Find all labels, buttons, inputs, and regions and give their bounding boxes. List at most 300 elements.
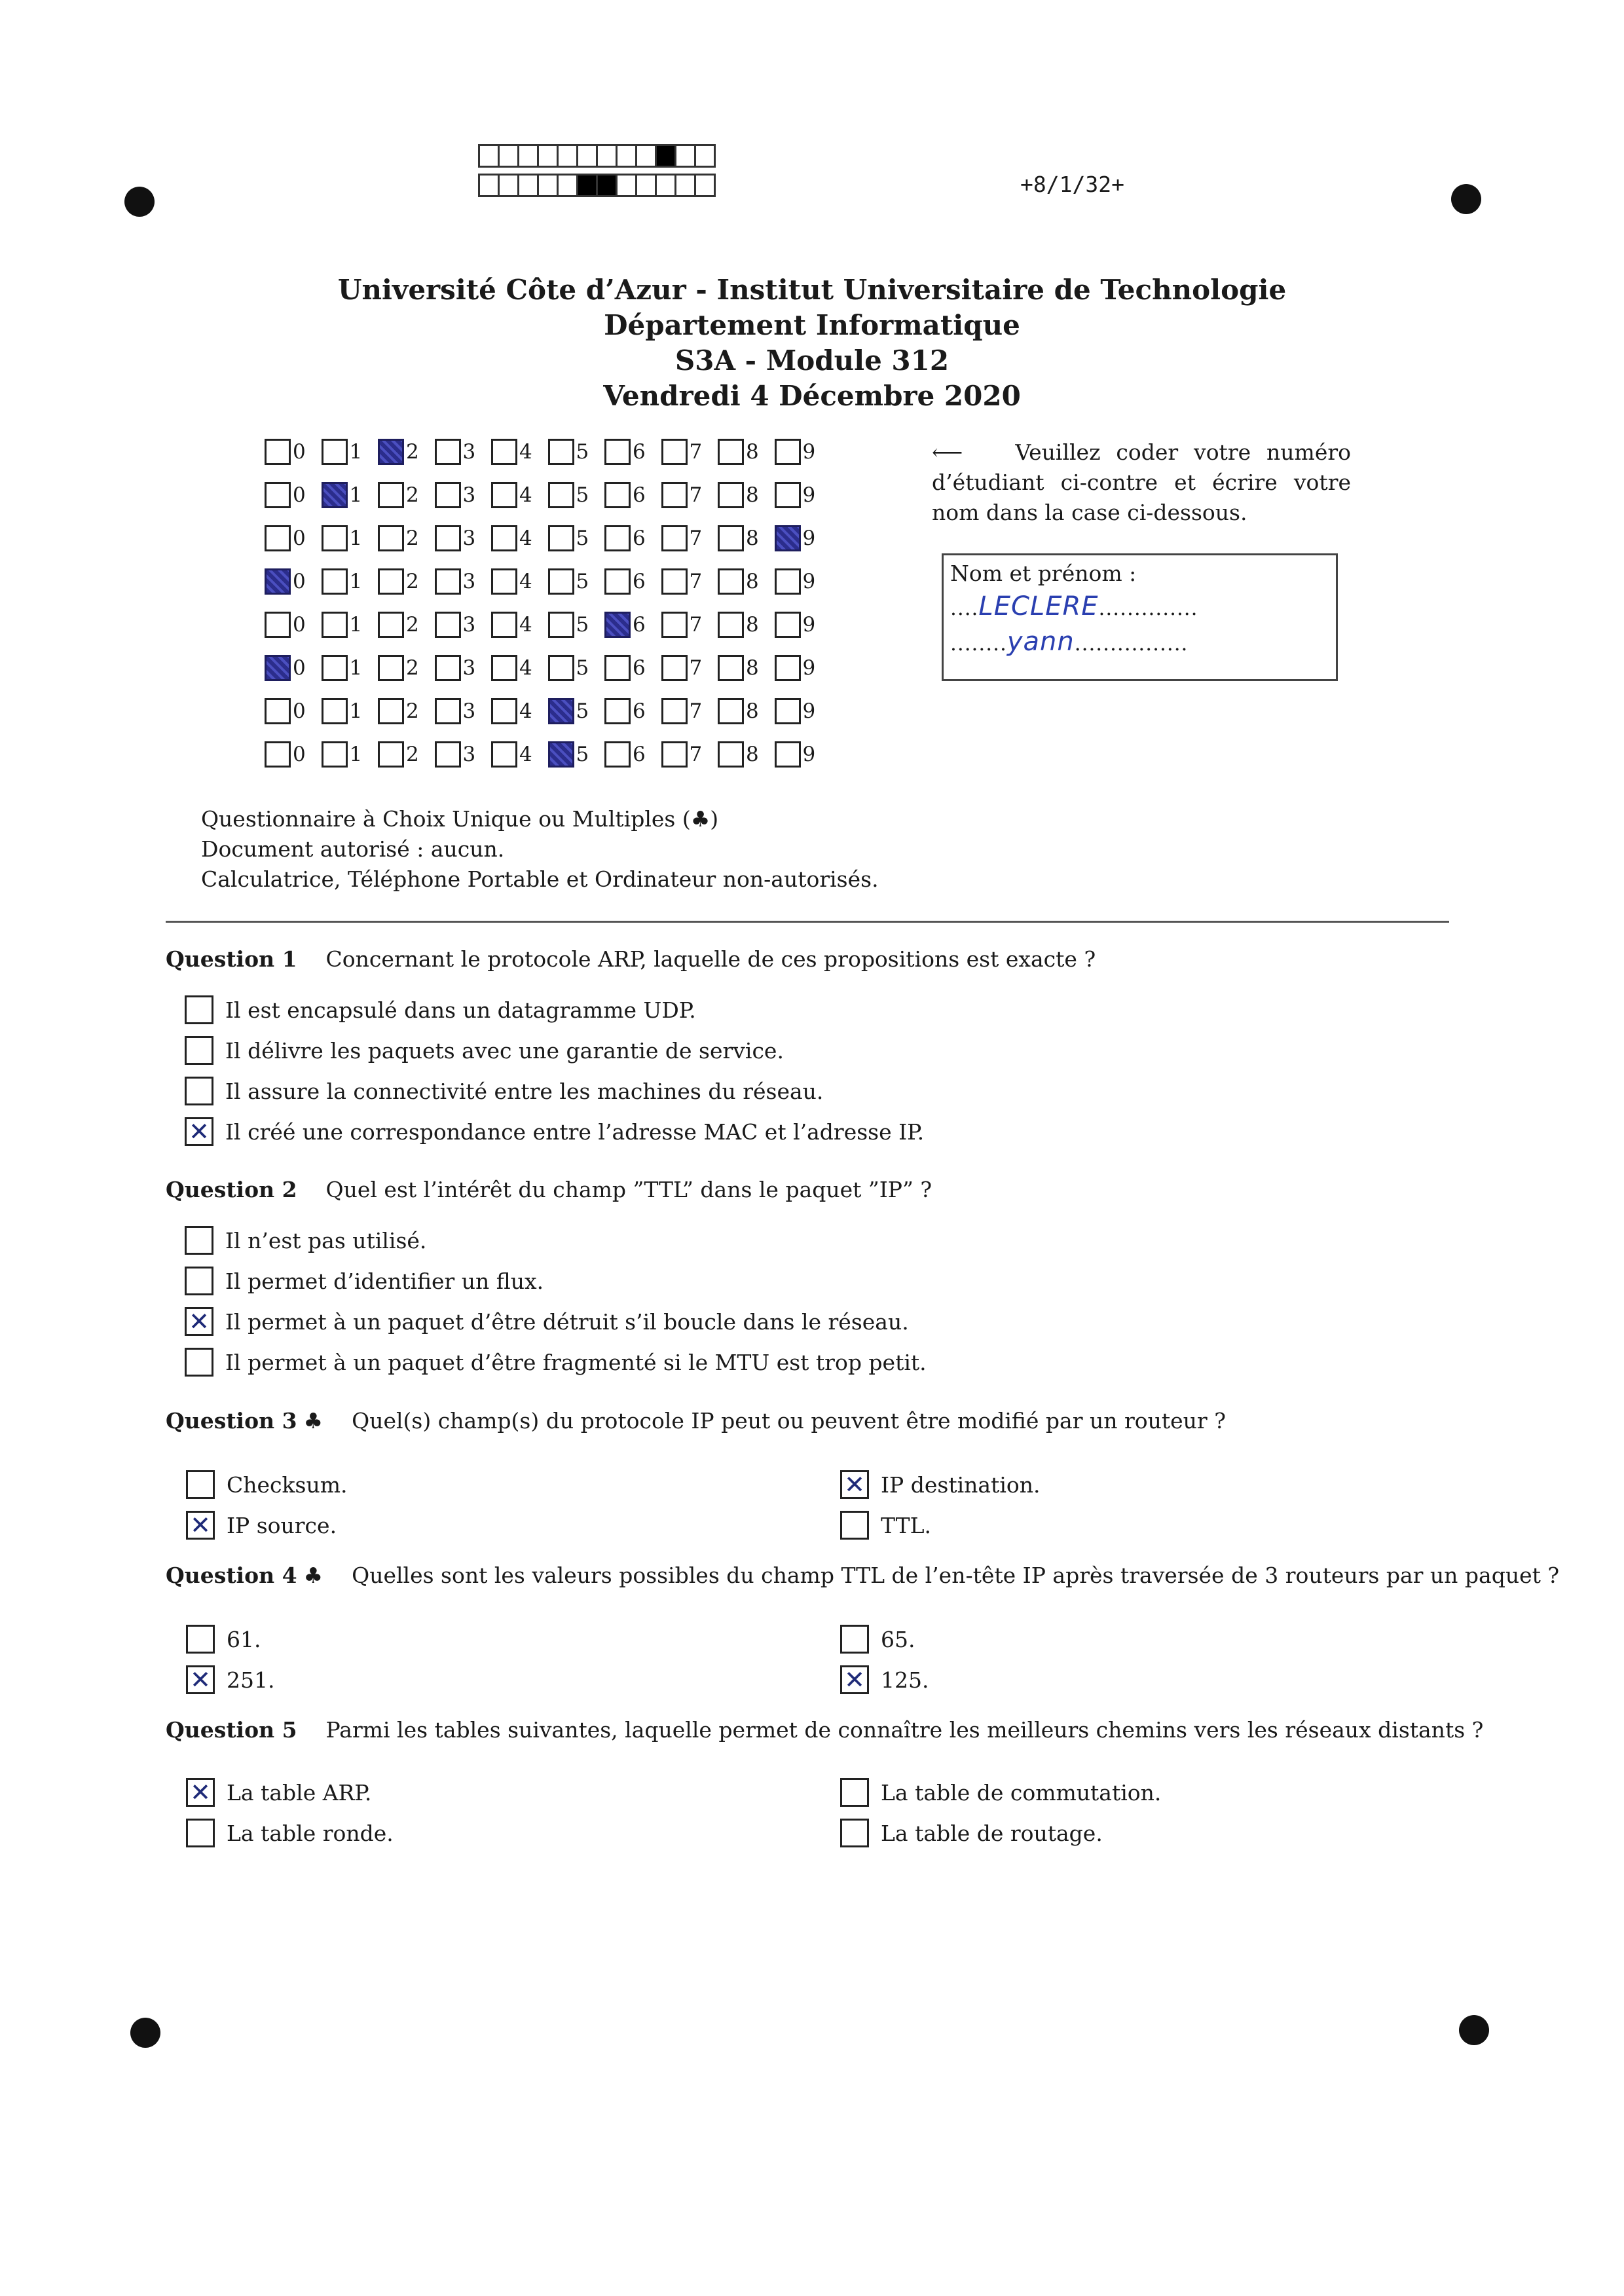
- digit-option[interactable]: [435, 612, 492, 638]
- student-number-instructions: [932, 437, 1351, 528]
- barcode-cell: [655, 174, 676, 197]
- digit-label: 7: [689, 656, 703, 680]
- digit-checkbox[interactable]: [378, 568, 404, 595]
- digit-checkbox[interactable]: [378, 482, 404, 508]
- digit-option[interactable]: [322, 698, 378, 724]
- info-question-type: Questionnaire à Choix Unique ou Multiples (♣): [201, 806, 719, 832]
- digit-checkbox[interactable]: [322, 525, 348, 551]
- digit-checkbox[interactable]: [661, 741, 688, 768]
- digit-checkbox[interactable]: [435, 698, 461, 724]
- digit-checkbox[interactable]: [265, 439, 291, 465]
- digit-checkbox[interactable]: [322, 482, 348, 508]
- page-barcode-row-2: [480, 174, 716, 197]
- digit-checkbox[interactable]: [265, 482, 291, 508]
- info-documents: Document autorisé : aucun.: [201, 836, 505, 862]
- digit-checkbox[interactable]: [775, 741, 801, 768]
- digit-label: 4: [519, 527, 532, 550]
- digit-option[interactable]: [378, 655, 435, 681]
- digit-label: 5: [576, 440, 589, 464]
- digit-option[interactable]: [661, 439, 718, 465]
- answer-option[interactable]: [186, 1511, 337, 1540]
- digit-checkbox[interactable]: [775, 612, 801, 638]
- info-devices: Calculatrice, Téléphone Portable et Ordinateur non-autorisés.: [201, 866, 879, 892]
- digit-label: 7: [689, 483, 703, 507]
- digit-option[interactable]: [265, 655, 322, 681]
- digit-checkbox[interactable]: [604, 439, 631, 465]
- answer-text: Il permet à un paquet d’être détruit s’il boucle dans le réseau.: [225, 1308, 909, 1335]
- digit-label: 7: [689, 570, 703, 593]
- registration-mark-top-right: [1451, 184, 1481, 214]
- digit-label: 9: [802, 613, 816, 637]
- digit-checkbox[interactable]: [491, 568, 517, 595]
- answer-checkbox[interactable]: [186, 1778, 215, 1807]
- name-box[interactable]: [942, 553, 1338, 681]
- barcode-cell: [537, 144, 559, 168]
- answer-option[interactable]: [185, 1226, 426, 1255]
- digit-label: 8: [746, 570, 759, 593]
- digit-label: 8: [746, 440, 759, 464]
- digit-checkbox[interactable]: [548, 482, 574, 508]
- digit-checkbox[interactable]: [491, 439, 517, 465]
- digit-option[interactable]: [718, 698, 775, 724]
- digit-checkbox[interactable]: [661, 439, 688, 465]
- digit-label: 3: [462, 656, 476, 680]
- digit-checkbox[interactable]: [548, 698, 574, 724]
- answer-checkbox[interactable]: [185, 1226, 213, 1255]
- digit-label: 7: [689, 743, 703, 766]
- question-text: Quel(s) champ(s) du protocole IP peut ou peuvent être modifié par un routeur ?: [352, 1408, 1226, 1434]
- answer-text: 65.: [881, 1626, 915, 1652]
- digit-label: 5: [576, 743, 589, 766]
- digit-checkbox[interactable]: [718, 741, 744, 768]
- digit-option[interactable]: [775, 439, 832, 465]
- barcode-cell: [616, 144, 637, 168]
- digit-option[interactable]: [322, 439, 378, 465]
- digit-checkbox[interactable]: [718, 439, 744, 465]
- divider: [166, 921, 1449, 923]
- digit-option[interactable]: [548, 568, 605, 595]
- digit-label: 2: [406, 613, 419, 637]
- answer-option[interactable]: [186, 1470, 347, 1499]
- answer-option[interactable]: [840, 1511, 931, 1540]
- digit-option[interactable]: [378, 612, 435, 638]
- answer-checkbox[interactable]: [186, 1470, 215, 1499]
- digit-option[interactable]: [548, 655, 605, 681]
- digit-option[interactable]: [548, 525, 605, 551]
- digit-label: 7: [689, 440, 703, 464]
- digit-checkbox[interactable]: [718, 655, 744, 681]
- barcode-cell: [655, 144, 676, 168]
- answer-checkbox[interactable]: [185, 1077, 213, 1105]
- answer-option[interactable]: [186, 1625, 261, 1654]
- digit-option[interactable]: [718, 439, 775, 465]
- digit-option[interactable]: [265, 525, 322, 551]
- answer-option[interactable]: [840, 1665, 929, 1694]
- answer-checkbox[interactable]: [840, 1511, 869, 1540]
- digit-label: 0: [293, 440, 306, 464]
- answer-option[interactable]: [840, 1470, 1041, 1499]
- digit-label: 2: [406, 570, 419, 593]
- digit-label: 8: [746, 743, 759, 766]
- barcode-cell: [478, 174, 500, 197]
- digit-checkbox[interactable]: [775, 655, 801, 681]
- digit-label: 0: [293, 699, 306, 723]
- digit-checkbox[interactable]: [378, 655, 404, 681]
- digit-checkbox[interactable]: [775, 525, 801, 551]
- digit-option[interactable]: [604, 698, 661, 724]
- question-label: Question 4 ♣: [166, 1563, 323, 1588]
- digit-option[interactable]: [775, 568, 832, 595]
- digit-checkbox[interactable]: [775, 698, 801, 724]
- digit-checkbox[interactable]: [322, 741, 348, 768]
- answer-option[interactable]: [840, 1625, 915, 1654]
- first-name-line: ........yann................: [950, 627, 1189, 657]
- digit-checkbox[interactable]: [548, 655, 574, 681]
- digit-checkbox[interactable]: [661, 655, 688, 681]
- digit-option[interactable]: [435, 741, 492, 768]
- student-number-row: [265, 439, 831, 465]
- digit-label: 5: [576, 699, 589, 723]
- question-label: Question 5: [166, 1717, 297, 1743]
- digit-option[interactable]: [548, 698, 605, 724]
- digit-option[interactable]: [661, 698, 718, 724]
- digit-checkbox[interactable]: [604, 612, 631, 638]
- answer-text: Il assure la connectivité entre les machines du réseau.: [225, 1078, 824, 1104]
- digit-option[interactable]: [718, 612, 775, 638]
- barcode-cell: [635, 144, 657, 168]
- digit-label: 4: [519, 483, 532, 507]
- digit-checkbox[interactable]: [378, 741, 404, 768]
- exam-info: [201, 804, 879, 895]
- digit-label: 1: [349, 527, 363, 550]
- digit-option[interactable]: [661, 525, 718, 551]
- handwritten-first-name: yann: [1006, 627, 1075, 657]
- digit-checkbox[interactable]: [265, 568, 291, 595]
- digit-option[interactable]: [775, 655, 832, 681]
- answer-checkbox[interactable]: [840, 1625, 869, 1654]
- answer-option[interactable]: [186, 1778, 371, 1807]
- answer-checkbox[interactable]: [186, 1665, 215, 1694]
- digit-option[interactable]: [491, 655, 548, 681]
- digit-option[interactable]: [435, 439, 492, 465]
- digit-option[interactable]: [491, 525, 548, 551]
- digit-checkbox[interactable]: [491, 655, 517, 681]
- digit-checkbox[interactable]: [548, 568, 574, 595]
- digit-label: 6: [633, 613, 646, 637]
- digit-option[interactable]: [322, 655, 378, 681]
- barcode-cell: [694, 174, 716, 197]
- digit-checkbox[interactable]: [491, 741, 517, 768]
- answer-checkbox[interactable]: [186, 1625, 215, 1654]
- barcode-cell: [557, 144, 578, 168]
- question-header: [166, 1563, 1559, 1588]
- digit-option[interactable]: [491, 439, 548, 465]
- digit-checkbox[interactable]: [265, 741, 291, 768]
- digit-option[interactable]: [378, 439, 435, 465]
- digit-label: 1: [349, 699, 363, 723]
- digit-checkbox[interactable]: [265, 655, 291, 681]
- digit-option[interactable]: [775, 612, 832, 638]
- answer-option[interactable]: [840, 1778, 1161, 1807]
- digit-checkbox[interactable]: [378, 525, 404, 551]
- digit-checkbox[interactable]: [604, 568, 631, 595]
- digit-option[interactable]: [491, 741, 548, 768]
- digit-checkbox[interactable]: [491, 525, 517, 551]
- digit-option[interactable]: [265, 612, 322, 638]
- digit-label: 2: [406, 699, 419, 723]
- digit-option[interactable]: [718, 525, 775, 551]
- digit-checkbox[interactable]: [322, 439, 348, 465]
- digit-checkbox[interactable]: [604, 698, 631, 724]
- digit-option[interactable]: [661, 482, 718, 508]
- digit-option[interactable]: [604, 741, 661, 768]
- digit-checkbox[interactable]: [265, 612, 291, 638]
- digit-option[interactable]: [718, 655, 775, 681]
- digit-option[interactable]: [491, 568, 548, 595]
- handwritten-last-name: LECLERE: [978, 591, 1099, 621]
- digit-option[interactable]: [322, 525, 378, 551]
- digit-option[interactable]: [378, 525, 435, 551]
- student-number-row: [265, 655, 831, 681]
- registration-mark-top-left: [124, 187, 155, 217]
- registration-mark-bottom-left: [130, 2018, 160, 2048]
- digit-option[interactable]: [718, 482, 775, 508]
- digit-checkbox[interactable]: [378, 698, 404, 724]
- question-label: Question 3 ♣: [166, 1408, 323, 1434]
- digit-option[interactable]: [435, 568, 492, 595]
- digit-option[interactable]: [775, 525, 832, 551]
- digit-label: 2: [406, 483, 419, 507]
- answer-option[interactable]: [185, 995, 696, 1024]
- digit-option[interactable]: [265, 698, 322, 724]
- digit-checkbox[interactable]: [491, 482, 517, 508]
- digit-checkbox[interactable]: [378, 612, 404, 638]
- answer-option[interactable]: [185, 1307, 909, 1336]
- digit-label: 9: [802, 483, 816, 507]
- answer-checkbox[interactable]: [840, 1819, 869, 1847]
- answer-checkbox[interactable]: [840, 1665, 869, 1694]
- digit-option[interactable]: [548, 741, 605, 768]
- digit-checkbox[interactable]: [265, 525, 291, 551]
- digit-option[interactable]: [265, 439, 322, 465]
- digit-checkbox[interactable]: [265, 698, 291, 724]
- digit-checkbox[interactable]: [718, 612, 744, 638]
- digit-label: 4: [519, 570, 532, 593]
- digit-option[interactable]: [604, 482, 661, 508]
- digit-checkbox[interactable]: [775, 439, 801, 465]
- digit-checkbox[interactable]: [322, 698, 348, 724]
- digit-option[interactable]: [491, 482, 548, 508]
- digit-label: 4: [519, 613, 532, 637]
- answer-text: Il est encapsulé dans un datagramme UDP.: [225, 997, 696, 1023]
- digit-checkbox[interactable]: [548, 439, 574, 465]
- digit-checkbox[interactable]: [775, 568, 801, 595]
- digit-checkbox[interactable]: [435, 482, 461, 508]
- answer-text: Il permet à un paquet d’être fragmenté si le MTU est trop petit.: [225, 1349, 927, 1375]
- digit-checkbox[interactable]: [435, 568, 461, 595]
- digit-label: 5: [576, 656, 589, 680]
- digit-checkbox[interactable]: [548, 741, 574, 768]
- digit-checkbox[interactable]: [718, 568, 744, 595]
- digit-label: 0: [293, 483, 306, 507]
- digit-option[interactable]: [435, 482, 492, 508]
- page-barcode-row-1: [480, 144, 716, 168]
- digit-option[interactable]: [604, 439, 661, 465]
- digit-option[interactable]: [265, 568, 322, 595]
- digit-option[interactable]: [265, 482, 322, 508]
- digit-option[interactable]: [775, 741, 832, 768]
- digit-checkbox[interactable]: [491, 612, 517, 638]
- digit-checkbox[interactable]: [661, 612, 688, 638]
- digit-label: 2: [406, 656, 419, 680]
- answer-option[interactable]: [185, 1117, 924, 1146]
- digit-label: 6: [633, 656, 646, 680]
- exam-date: Vendredi 4 Décembre 2020: [603, 380, 1021, 412]
- digit-label: 3: [462, 743, 476, 766]
- answer-text: Il n’est pas utilisé.: [225, 1227, 427, 1253]
- digit-checkbox[interactable]: [322, 655, 348, 681]
- instructions-text: Veuillez coder votre numéro d’étudiant ci-contre et écrire votre nom dans la case ci-dessous.: [932, 439, 1351, 525]
- digit-label: 7: [689, 699, 703, 723]
- digit-checkbox[interactable]: [661, 525, 688, 551]
- answer-checkbox[interactable]: [185, 995, 213, 1024]
- digit-option[interactable]: [548, 612, 605, 638]
- digit-option[interactable]: [661, 655, 718, 681]
- digit-option[interactable]: [435, 698, 492, 724]
- digit-option[interactable]: [265, 741, 322, 768]
- answer-option[interactable]: [186, 1819, 394, 1847]
- digit-checkbox[interactable]: [435, 741, 461, 768]
- answer-checkbox[interactable]: [840, 1778, 869, 1807]
- question-text: Parmi les tables suivantes, laquelle permet de connaître les meilleurs chemins vers les réseaux distants ?: [325, 1717, 1484, 1743]
- digit-checkbox[interactable]: [435, 612, 461, 638]
- digit-checkbox[interactable]: [435, 655, 461, 681]
- digit-option[interactable]: [491, 698, 548, 724]
- answer-checkbox[interactable]: [840, 1470, 869, 1499]
- digit-option[interactable]: [378, 482, 435, 508]
- digit-checkbox[interactable]: [491, 698, 517, 724]
- student-number-row: [265, 741, 831, 768]
- digit-option[interactable]: [548, 482, 605, 508]
- digit-checkbox[interactable]: [548, 525, 574, 551]
- answer-text: La table de routage.: [881, 1820, 1103, 1846]
- barcode-cell: [616, 174, 637, 197]
- digit-option[interactable]: [661, 568, 718, 595]
- answer-text: Il créé une correspondance entre l’adresse MAC et l’adresse IP.: [225, 1119, 925, 1145]
- answer-checkbox[interactable]: [186, 1511, 215, 1540]
- answer-text: Il permet d’identifier un flux.: [225, 1268, 544, 1294]
- digit-label: 2: [406, 527, 419, 550]
- digit-checkbox[interactable]: [378, 439, 404, 465]
- answer-text: 61.: [227, 1626, 261, 1652]
- digit-checkbox[interactable]: [604, 525, 631, 551]
- barcode-cell: [674, 144, 696, 168]
- digit-label: 6: [633, 699, 646, 723]
- digit-option[interactable]: [604, 655, 661, 681]
- student-number-row: [265, 612, 831, 638]
- university-title: Université Côte d’Azur - Institut Universitaire de Technologie: [337, 274, 1287, 306]
- digit-checkbox[interactable]: [435, 525, 461, 551]
- digit-checkbox[interactable]: [604, 655, 631, 681]
- answer-option[interactable]: [185, 1036, 784, 1065]
- digit-option[interactable]: [378, 568, 435, 595]
- digit-option[interactable]: [322, 612, 378, 638]
- digit-label: 5: [576, 527, 589, 550]
- answer-checkbox[interactable]: [185, 1348, 213, 1377]
- answer-option[interactable]: [185, 1077, 823, 1105]
- answer-option[interactable]: [840, 1819, 1103, 1847]
- digit-checkbox[interactable]: [604, 741, 631, 768]
- student-number-row: [265, 568, 831, 595]
- answer-option[interactable]: [185, 1348, 927, 1377]
- digit-option[interactable]: [775, 698, 832, 724]
- barcode-cell: [576, 144, 598, 168]
- digit-checkbox[interactable]: [718, 482, 744, 508]
- digit-checkbox[interactable]: [661, 482, 688, 508]
- digit-option[interactable]: [661, 612, 718, 638]
- answer-option[interactable]: [186, 1665, 274, 1694]
- registration-mark-bottom-right: [1459, 2015, 1489, 2045]
- digit-checkbox[interactable]: [661, 698, 688, 724]
- digit-checkbox[interactable]: [604, 482, 631, 508]
- digit-checkbox[interactable]: [322, 568, 348, 595]
- digit-label: 9: [802, 527, 816, 550]
- digit-label: 7: [689, 613, 703, 637]
- digit-label: 5: [576, 483, 589, 507]
- digit-option[interactable]: [775, 482, 832, 508]
- digit-option[interactable]: [322, 568, 378, 595]
- digit-option[interactable]: [491, 612, 548, 638]
- barcode-cell: [517, 144, 539, 168]
- answer-text: La table de commutation.: [881, 1779, 1162, 1805]
- digit-checkbox[interactable]: [661, 568, 688, 595]
- digit-checkbox[interactable]: [548, 612, 574, 638]
- digit-option[interactable]: [378, 698, 435, 724]
- answer-checkbox[interactable]: [185, 1267, 213, 1295]
- digit-checkbox[interactable]: [718, 698, 744, 724]
- digit-option[interactable]: [435, 655, 492, 681]
- digit-option[interactable]: [548, 439, 605, 465]
- digit-option[interactable]: [718, 741, 775, 768]
- digit-label: 4: [519, 743, 532, 766]
- digit-checkbox[interactable]: [718, 525, 744, 551]
- digit-checkbox[interactable]: [322, 612, 348, 638]
- digit-option[interactable]: [378, 741, 435, 768]
- digit-label: 2: [406, 743, 419, 766]
- digit-label: 4: [519, 440, 532, 464]
- digit-option[interactable]: [661, 741, 718, 768]
- digit-option[interactable]: [604, 525, 661, 551]
- digit-option[interactable]: [322, 741, 378, 768]
- digit-option[interactable]: [604, 568, 661, 595]
- department-title: Département Informatique: [604, 309, 1020, 341]
- answer-checkbox[interactable]: [186, 1819, 215, 1847]
- digit-option[interactable]: [718, 568, 775, 595]
- digit-label: 9: [802, 570, 816, 593]
- name-box-label: Nom et prénom :: [950, 561, 1137, 586]
- digit-option[interactable]: [435, 525, 492, 551]
- barcode-cell: [498, 144, 519, 168]
- digit-checkbox[interactable]: [775, 482, 801, 508]
- answer-checkbox[interactable]: [185, 1117, 213, 1146]
- digit-checkbox[interactable]: [435, 439, 461, 465]
- answer-text: 125.: [881, 1667, 929, 1693]
- answer-checkbox[interactable]: [185, 1307, 213, 1336]
- digit-option[interactable]: [604, 612, 661, 638]
- answer-option[interactable]: [185, 1267, 544, 1295]
- digit-option[interactable]: [322, 482, 378, 508]
- answer-checkbox[interactable]: [185, 1036, 213, 1065]
